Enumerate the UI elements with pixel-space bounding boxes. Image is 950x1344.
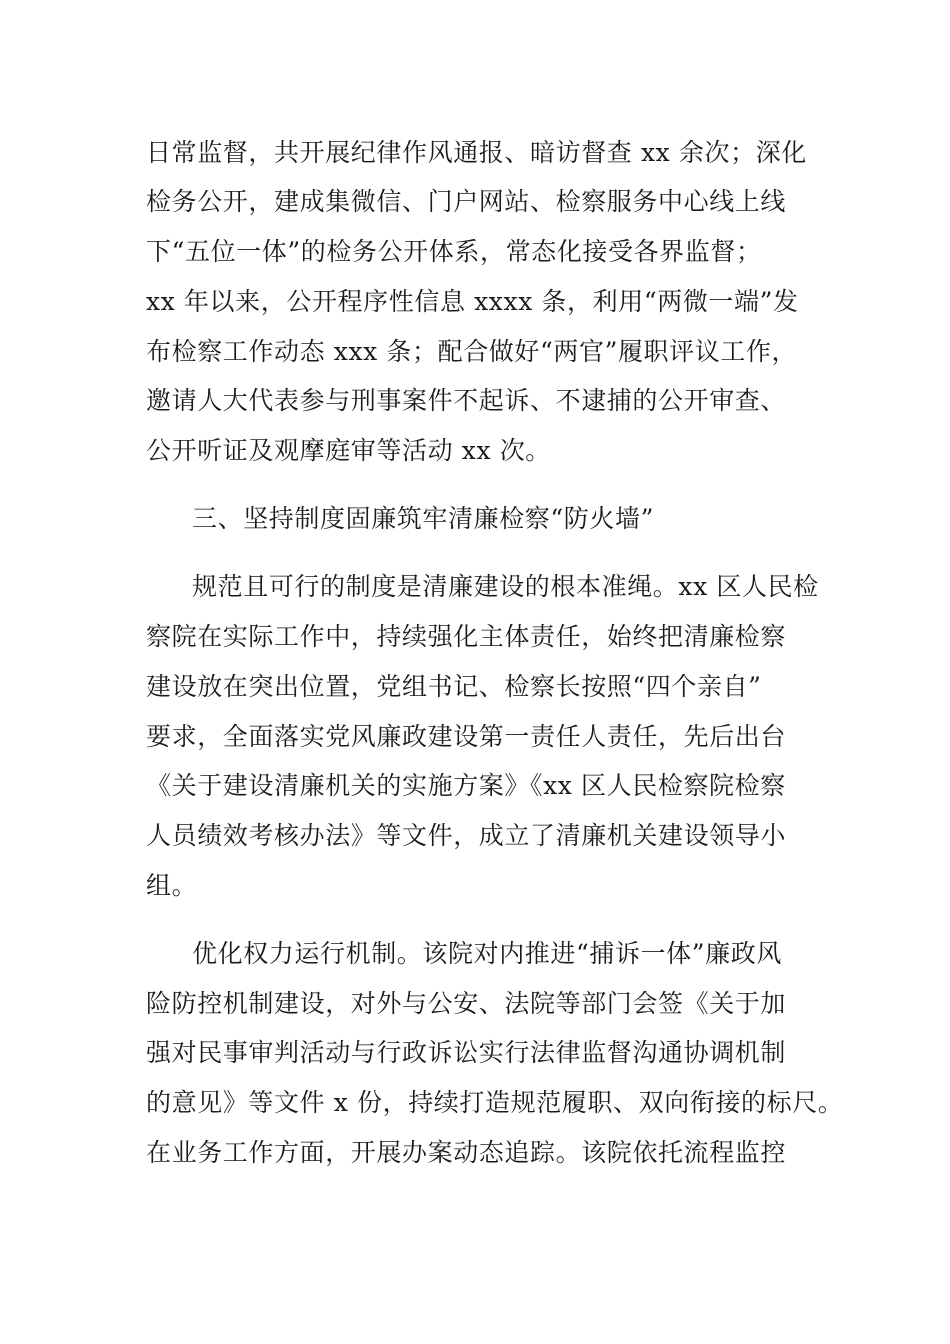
paragraph-3-line: 险防控机制建设，对外与公安、法院等部门会签《关于加 (146, 989, 787, 1018)
paragraph-3-line: 强对民事审判活动与行政诉讼实行法律监督沟通协调机制 (146, 1038, 787, 1067)
paragraph-1-line: 公开听证及观摩庭审等活动 xx 次。 (146, 436, 551, 465)
paragraph-3-line: 在业务工作方面，开展办案动态追踪。该院依托流程监控 (146, 1138, 787, 1167)
paragraph-1-line: 邀请人大代表参与刑事案件不起诉、不逮捕的公开审查、 (146, 386, 787, 415)
paragraph-3-line: 的意见》等文件 x 份，持续打造规范履职、双向衔接的标尺。 (146, 1088, 844, 1117)
paragraph-2-line: 《关于建设清廉机关的实施方案》《xx 区人民检察院检察 (146, 771, 786, 800)
paragraph-2-line: 人员绩效考核办法》等文件，成立了清廉机关建设领导小 (146, 821, 787, 850)
paragraph-3-line: 优化权力运行机制。该院对内推进“捕诉一体”廉政风 (192, 939, 782, 968)
paragraph-1-line: xx 年以来，公开程序性信息 xxxx 条，利用“两微一端”发 (146, 287, 799, 316)
paragraph-1-line: 日常监督，共开展纪律作风通报、暗访督查 xx 余次；深化 (146, 138, 807, 167)
paragraph-2-line: 建设放在突出位置，党组书记、检察长按照“四个亲自” (146, 672, 762, 701)
paragraph-1-line: 布检察工作动态 xxx 条；配合做好“两官”履职评议工作， (146, 337, 798, 366)
paragraph-2-line: 要求，全面落实党风廉政建设第一责任人责任，先后出台 (146, 722, 787, 751)
paragraph-1-line: 检务公开，建成集微信、门户网站、检察服务中心线上线 (146, 187, 787, 216)
section-heading: 三、坚持制度固廉筑牢清廉检察“防火墙” (192, 504, 654, 533)
paragraph-2-line: 规范且可行的制度是清廉建设的根本准绳。xx 区人民检 (192, 572, 819, 601)
paragraph-2-line: 察院在实际工作中，持续强化主体责任，始终把清廉检察 (146, 622, 787, 651)
paragraph-2-line: 组。 (146, 871, 198, 900)
paragraph-1-line: 下“五位一体”的检务公开体系，常态化接受各界监督； (146, 237, 762, 266)
